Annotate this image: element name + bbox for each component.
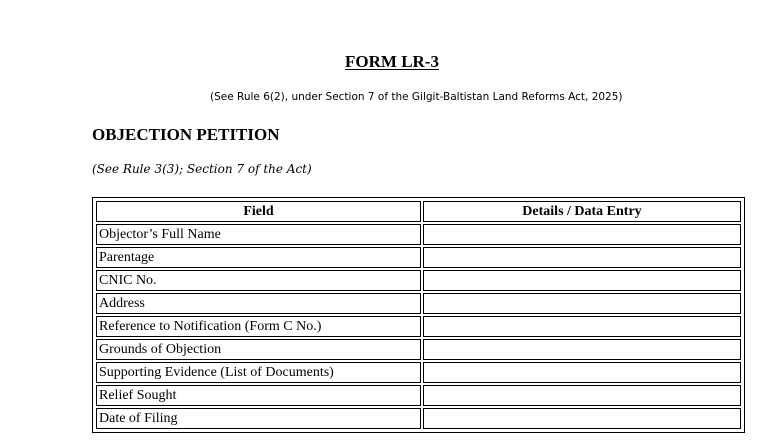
form-title-text: FORM LR-3 xyxy=(345,52,439,71)
field-label: Parentage xyxy=(96,247,421,268)
rule-reference: (See Rule 6(2), under Section 7 of the Gilgit-Baltistan Land Reforms Act, 2025) xyxy=(210,91,623,103)
field-value[interactable] xyxy=(423,247,741,268)
header-field: Field xyxy=(96,201,421,222)
table-row xyxy=(96,316,741,337)
table-row xyxy=(96,247,741,268)
table-row xyxy=(96,362,741,383)
field-value[interactable] xyxy=(423,316,741,337)
field-label: Supporting Evidence (List of Documents) xyxy=(96,362,421,383)
field-value[interactable] xyxy=(423,362,741,383)
field-label: Reference to Notification (Form C No.) xyxy=(96,316,421,337)
form-title xyxy=(0,52,784,72)
table-row xyxy=(96,339,741,360)
field-label: CNIC No. xyxy=(96,270,421,291)
field-value[interactable] xyxy=(423,339,741,360)
table-row xyxy=(96,293,741,314)
field-value[interactable] xyxy=(423,408,741,429)
petition-subheading: (See Rule 3(3); Section 7 of the Act) xyxy=(92,162,312,176)
petition-heading: OBJECTION PETITION xyxy=(92,125,280,144)
table-row xyxy=(96,224,741,245)
field-value[interactable] xyxy=(423,224,741,245)
objection-table xyxy=(92,197,745,433)
header-details: Details / Data Entry xyxy=(423,201,741,222)
table-header-row xyxy=(96,201,741,222)
table-row xyxy=(96,408,741,429)
field-label: Relief Sought xyxy=(96,385,421,406)
table-row xyxy=(96,385,741,406)
field-value[interactable] xyxy=(423,385,741,406)
field-value[interactable] xyxy=(423,270,741,291)
field-label: Objector’s Full Name xyxy=(96,224,421,245)
table-row xyxy=(96,270,741,291)
field-label: Address xyxy=(96,293,421,314)
field-label: Grounds of Objection xyxy=(96,339,421,360)
field-label: Date of Filing xyxy=(96,408,421,429)
field-value[interactable] xyxy=(423,293,741,314)
